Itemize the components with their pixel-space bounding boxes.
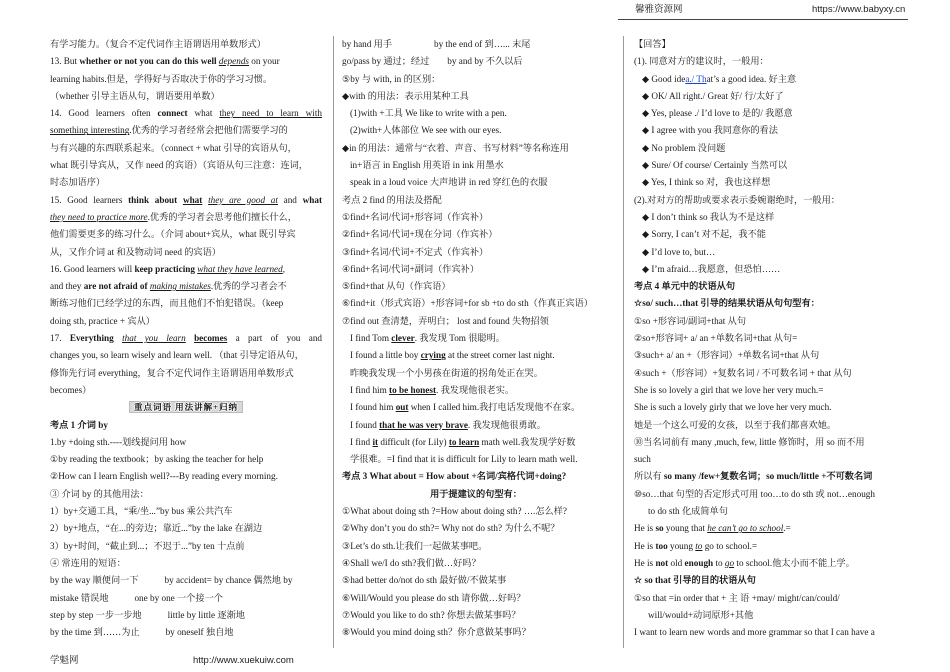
text-line: ⑧Would you mind doing sth？你介意做某事吗？ xyxy=(342,627,531,638)
text-line: 学很难。=I find that it is difficult for Lily to learn math well. xyxy=(350,454,578,465)
text-line: step by step 一步一步地 little by little 逐渐地 xyxy=(50,609,245,620)
text-line: 【回答】 xyxy=(634,39,671,49)
text-line: doing sth, practice + 宾从） xyxy=(50,315,155,326)
text-line: ③ 介词 by 的其他用法： xyxy=(50,488,149,499)
example-line: I find it difficult (for Lily) to learn math well.我发现学好数 xyxy=(350,436,576,447)
text-line: ⑤by 与 with, in 的区别： xyxy=(342,73,441,84)
list-item: ◆ I’m afraid…我愿意，但恐怕…… xyxy=(642,263,781,274)
text-line: ◆in 的用法：通常与“衣着、声音、书写材料”等名称连用 xyxy=(342,142,569,153)
example-line: I want to learn new words and more grammar so that I can have a xyxy=(634,627,875,638)
text-line: ④ 常连用的短语： xyxy=(50,557,126,568)
text-line: ①What about doing sth ?=How about doing sth? ….怎么样? xyxy=(342,506,567,517)
text-line: ⑦find out 查清楚，弄明白； lost and found 失物招领 xyxy=(342,315,549,326)
text-line: mistake 错误地 one by one 一个接一个 xyxy=(50,592,223,603)
text-line: 1）by+交通工具，“乘/坐...”by bus 乘公共汽车 xyxy=(50,506,233,517)
text-line: something interesting.优秀的学习者经常会把他们需要学习的 xyxy=(50,125,288,136)
text-line: ⑩当名词前有 many ,much, few, little 修饰时，用 so 而不用 xyxy=(634,436,865,447)
subsection-heading: 用于提建议的句型有： xyxy=(430,488,522,499)
text-line: ①so that =in order that + 主 语 +may/ might/can/could/ xyxy=(634,592,840,603)
text-line: 2）by+地点，“在...的旁边；靠近...”by the lake 在湖边 xyxy=(50,523,263,534)
text-line: 与有兴趣的东西联系起来。（connect + what 引导的宾语从句， xyxy=(50,142,297,153)
text-line: 昨晚我发现一个小男孩在街道的拐角处正在哭。 xyxy=(350,367,543,378)
text-line: ②so+形容词+ a/ an +单数名词+that 从句= xyxy=(634,333,798,344)
text-line: by the time 到……为止 by oneself 独自地 xyxy=(50,627,234,638)
text-line: to do sth 化成简单句 xyxy=(648,506,728,517)
column-middle xyxy=(342,36,610,648)
footer-site-url[interactable]: http://www.xuekuiw.com xyxy=(193,655,294,666)
sentence-15: 15. Good learners think about what they are good at and what xyxy=(50,194,322,205)
text-line: (2).对对方的帮助或要求表示委婉谢绝时，一般用： xyxy=(634,194,840,205)
text-line: becomes） xyxy=(50,384,92,395)
text-line: 所以有 so many /few+复数名词；so much/little +不可数名词 xyxy=(634,471,873,482)
text-line: ⑥find+it（形式宾语）+形容词+for sb +to do sth（作真正宾语） xyxy=(342,298,593,309)
example-line: I find Tom clever. 我发现 Tom 很聪明。 xyxy=(350,333,505,344)
list-item: ◆ OK/ All right./ Great 好/ 行/太好了 xyxy=(642,90,784,101)
text-line: 1.by +doing sth.----划线提问用 how xyxy=(50,436,187,447)
text-line: 有学习能力。（复合不定代词作主语谓语用单数形式） xyxy=(50,39,266,49)
sentence-13: 13. But whether or not you can do this well depends on your xyxy=(50,56,280,67)
text-line: and they are not afraid of making mistakes.优秀的学习者会不 xyxy=(50,281,287,292)
list-item: ◆ Sorry, I can’t 对不起，我不能 xyxy=(642,229,766,240)
text-line: by hand 用手 by the end of 到…... 末尾 xyxy=(342,39,531,49)
text-line: speak in a loud voice 大声地讲 in red 穿红色的衣服 xyxy=(350,177,548,188)
list-item: ◆ Good idea./ That’s a good idea. 好主意 xyxy=(642,73,797,84)
column-left xyxy=(50,36,322,648)
text-line: go/pass by 通过；经过 by and by 不久以后 xyxy=(342,56,523,67)
text-line: learning habits.但是，学得好与否取决于你的学习习惯。 xyxy=(50,73,273,84)
text-line: ◆with 的用法：表示用某种工具 xyxy=(342,90,469,101)
text-line: ②How can I learn English well?---By reading every morning. xyxy=(50,471,278,482)
text-line: (1)with +工具 We like to write with a pen. xyxy=(350,108,507,119)
list-item: ◆ No problem 没问题 xyxy=(642,142,726,153)
text-line: 他们需要更多的练习什么。（介词 about+宾从，what 既引导宾 xyxy=(50,229,296,240)
text-line: （whether 引导主语从句，谓语要用单数） xyxy=(50,90,220,101)
sentence-16: 16. Good learners will keep practicing what they have learned, xyxy=(50,263,286,274)
text-line: ②Why don’t you do sth?= Why not do sth? 为什么不呢？ xyxy=(342,523,560,534)
example-line: She is so lovely a girl that we love her very much.= xyxy=(634,384,824,395)
text-line: ②find+名词/代词+现在分词（作宾补） xyxy=(342,229,498,240)
example-line: I found a little boy crying at the street corner last night. xyxy=(350,350,555,361)
text-line: ④find+名词/代词+副词（作宾补） xyxy=(342,263,480,274)
sentence-17: 17. Everything that you learn becomes a part of you and xyxy=(50,333,322,344)
text-line: ①by reading the textbook；by asking the teacher for help xyxy=(50,454,264,465)
column-right xyxy=(634,36,910,648)
text-line: ⑤had better do/not do sth 最好做/不做某事 xyxy=(342,575,507,586)
list-item: ◆ I agree with you 我同意你的看法 xyxy=(642,125,778,136)
text-line: ③Let’s do sth.让我们一起做某事吧。 xyxy=(342,540,488,551)
example-line: I found him out when I called him.我打电话发现他不在家。 xyxy=(350,402,581,413)
section-heading: 考点 1 介词 by xyxy=(50,419,108,430)
header-site-name: 馨雅资源网 xyxy=(635,4,683,15)
section-banner: 重点词语 用法讲解+归纳 xyxy=(50,399,322,416)
example-line: I find him to be honest. 我发现他很老实。 xyxy=(350,384,515,395)
list-item: ◆ Yes, please ./ I’d love to 是的/ 我愿意 xyxy=(642,108,793,119)
text-line: ①so +形容词/副词+that 从句 xyxy=(634,315,747,326)
text-line: in+语言 in English 用英语 in ink 用墨水 xyxy=(350,160,504,171)
section-heading: 考点 3 What about = How about +名词/宾格代词+doing? xyxy=(342,471,567,482)
text-line: ⑥Will/Would you please do sth 请你做…好吗？ xyxy=(342,592,526,603)
list-item: ◆ I don’t think so 我认为不是这样 xyxy=(642,211,775,222)
text-line: (2)with+人体部位 We see with our eyes. xyxy=(350,125,502,136)
text-line: 时态加语序） xyxy=(50,177,106,188)
sentence-14: 14. Good learners often connect what they need to learn with xyxy=(50,108,322,119)
subsection-heading: ☆so/ such…that 引导的结果状语从句句型有： xyxy=(634,298,820,309)
example-line: I found that he was very brave. 我发现他很勇敢。 xyxy=(350,419,546,430)
example-line: She is such a lovely girly that we love her very much. xyxy=(634,402,832,413)
text-line: ③such+ a/ an +（形容词）+单数名词+that 从句 xyxy=(634,350,820,361)
text-line: ⑦Would you like to do sth? 你想去做某事吗？ xyxy=(342,609,521,620)
text-line: 考点 2 find 的用法及搭配 xyxy=(342,194,442,205)
column-divider-2 xyxy=(623,36,624,648)
example-line: He is too young to go to school.= xyxy=(634,540,758,551)
text-line: ⑩so…that 句型的否定形式可用 too…to do sth 或 not…enough xyxy=(634,488,875,499)
example-line: He is so young that he can’t go to school.= xyxy=(634,523,791,534)
text-line: 修饰先行词 everything，复合不定代词作主语谓语用单数形式 xyxy=(50,367,294,378)
header-site-url[interactable]: https://www.babyxy.cn xyxy=(812,4,906,15)
text-line: 断练习他们已经学过的东西，而且他们不怕犯错误。（keep xyxy=(50,298,284,309)
header-rule xyxy=(618,19,908,20)
list-item: ◆ Yes, I think so 对，我也这样想 xyxy=(642,177,771,188)
text-line: 从，又作介词 at 和及物动词 need 的宾语） xyxy=(50,246,221,257)
text-line: ⑤find+that 从句（作宾语） xyxy=(342,281,451,292)
text-line: by the way 顺便问一下 by accident= by chance 偶然地 by xyxy=(50,575,293,586)
list-item: ◆ I’d love to, but… xyxy=(642,246,716,257)
text-line: will/would+动词原形+其他 xyxy=(648,609,754,620)
column-divider-1 xyxy=(333,36,334,648)
text-line: (1). 同意对方的建议时，一般用： xyxy=(634,56,769,67)
list-item: ◆ Sure/ Of course/ Certainly 当然可以 xyxy=(642,160,788,171)
footer-site-name: 学魁网 xyxy=(50,655,79,666)
text-line: ④such +（形容词）+复数名词 / 不可数名词 + that 从句 xyxy=(634,367,852,378)
text-line: ④Shall we/I do sth?我们做…好吗？ xyxy=(342,557,481,568)
example-line: He is not old enough to go to school.他太小而不能上学。 xyxy=(634,557,855,568)
section-heading: 考点 4 单元中的状语从句 xyxy=(634,281,736,292)
text-line: ③find+名词/代词+不定式（作宾补） xyxy=(342,246,489,257)
text-line: what 既引导宾从，又作 need 的宾语）（宾语从句三注意：连词， xyxy=(50,160,308,171)
text-line: changes you, so learn wisely and learn well. （that 引导定语从句， xyxy=(50,350,304,361)
subsection-heading: ☆ so that 引导的目的状语从句 xyxy=(634,575,756,586)
text-line: 她是一个这么可爱的女孩，以至于我们都喜欢她。 xyxy=(634,419,837,430)
text-line: such xyxy=(634,454,651,465)
text-line: ①find+名词/代词+形容词（作宾补） xyxy=(342,211,489,222)
text-line: 3）by+时间，“截止到...；不迟于...”by ten 十点前 xyxy=(50,540,245,551)
text-line: they need to practice more.优秀的学习者会思考他们擅长什么， xyxy=(50,211,297,222)
